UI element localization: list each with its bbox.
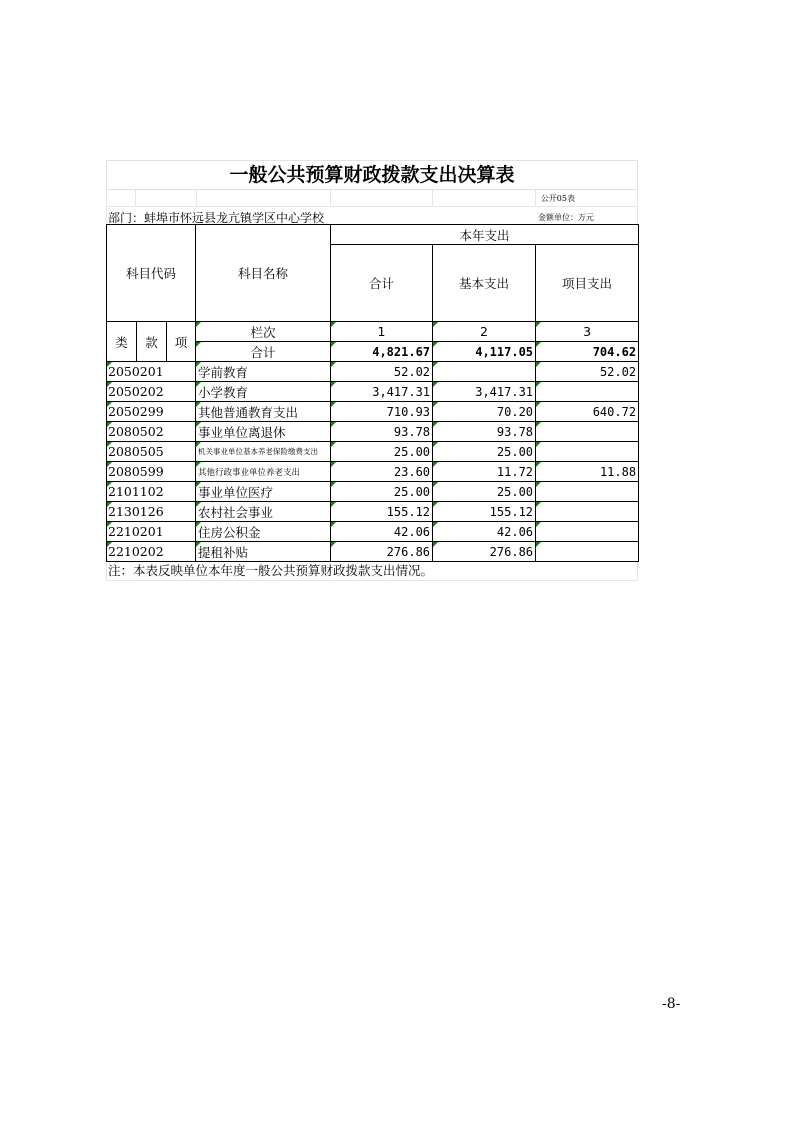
row-code: 2050299: [107, 402, 196, 422]
report-title: 一般公共预算财政拨款支出决算表: [106, 160, 638, 190]
table-note: 注：本表反映单位本年度一般公共预算财政拨款支出情况。: [106, 562, 638, 581]
row-total: 52.02: [331, 362, 433, 382]
table-row: [107, 442, 639, 462]
sum-total: 4,821.67: [331, 342, 433, 362]
row-basic: 3,417.31: [433, 382, 536, 402]
row-code: 2130126: [107, 502, 196, 522]
table-row: [107, 522, 639, 542]
blank-grid-row: [106, 190, 638, 207]
row-project: 52.02: [536, 362, 639, 382]
row-basic: [433, 362, 536, 382]
row-code: 2080505: [107, 442, 196, 462]
row-total: 25.00: [331, 442, 433, 462]
column-1-index: 1: [331, 322, 433, 342]
table-row: [107, 502, 639, 522]
table-row: [107, 422, 639, 442]
page-number: -8-: [662, 996, 681, 1012]
table-row: [107, 462, 639, 482]
header-kuan: 款: [137, 322, 167, 362]
budget-sheet: [106, 160, 638, 581]
row-project: [536, 422, 639, 442]
row-total: 710.93: [331, 402, 433, 422]
header-lei: 类: [107, 322, 137, 362]
row-project: [536, 382, 639, 402]
header-basic: 基本支出: [433, 245, 536, 322]
header-name: 科目名称: [196, 225, 331, 322]
row-basic: 25.00: [433, 442, 536, 462]
row-basic: 42.06: [433, 522, 536, 542]
row-basic: 25.00: [433, 482, 536, 502]
row-total: 23.60: [331, 462, 433, 482]
table-row: [107, 382, 639, 402]
table-row: [107, 482, 639, 502]
row-project: [536, 502, 639, 522]
row-code: 2050201: [107, 362, 196, 382]
row-name: 事业单位离退休: [196, 422, 331, 442]
department-row: [106, 207, 638, 224]
row-name: 小学教育: [196, 382, 331, 402]
row-total: 93.78: [331, 422, 433, 442]
row-project: [536, 542, 639, 562]
row-project: [536, 442, 639, 462]
row-basic: 155.12: [433, 502, 536, 522]
row-project: 11.88: [536, 462, 639, 482]
column-3-index: 3: [536, 322, 639, 342]
row-total: 42.06: [331, 522, 433, 542]
sum-project: 704.62: [536, 342, 639, 362]
row-project: [536, 522, 639, 542]
row-code: 2210201: [107, 522, 196, 542]
row-code: 2080599: [107, 462, 196, 482]
table-row: [107, 402, 639, 422]
row-code: 2080502: [107, 422, 196, 442]
header-code: 科目代码: [107, 225, 196, 322]
row-total: 25.00: [331, 482, 433, 502]
header-xiang: 项: [167, 322, 196, 362]
row-total: 155.12: [331, 502, 433, 522]
row-name: 学前教育: [196, 362, 331, 382]
row-basic: 11.72: [433, 462, 536, 482]
table-row: [107, 542, 639, 562]
row-code: 2050202: [107, 382, 196, 402]
expenditure-table: [106, 224, 639, 562]
sum-basic: 4,117.05: [433, 342, 536, 362]
row-basic: 276.86: [433, 542, 536, 562]
header-total: 合计: [331, 245, 433, 322]
row-project: [536, 482, 639, 502]
row-basic: 70.20: [433, 402, 536, 422]
row-total: 3,417.31: [331, 382, 433, 402]
row-name: 其他行政事业单位养老支出: [196, 462, 331, 482]
row-name: 提租补贴: [196, 542, 331, 562]
row-project: 640.72: [536, 402, 639, 422]
header-lanci: 栏次: [196, 322, 331, 342]
row-name: 事业单位医疗: [196, 482, 331, 502]
row-code: 2210202: [107, 542, 196, 562]
row-name: 机关事业单位基本养老保险缴费支出: [196, 442, 331, 462]
column-2-index: 2: [433, 322, 536, 342]
row-total: 276.86: [331, 542, 433, 562]
header-year-total: 本年支出: [331, 225, 639, 245]
table-row: [107, 362, 639, 382]
header-project: 项目支出: [536, 245, 639, 322]
header-row-1: [107, 225, 639, 245]
table-number: 公开05表: [540, 194, 575, 203]
row-code: 2101102: [107, 482, 196, 502]
row-name: 其他普通教育支出: [196, 402, 331, 422]
row-basic: 93.78: [433, 422, 536, 442]
department-label: 部门：蚌埠市怀远县龙亢镇学区中心学校: [108, 211, 325, 225]
row-name: 住房公积金: [196, 522, 331, 542]
row-name: 农村社会事业: [196, 502, 331, 522]
amount-unit: 金额单位：万元: [538, 213, 594, 222]
header-row-3: [107, 322, 639, 342]
sum-label: 合计: [196, 342, 331, 362]
